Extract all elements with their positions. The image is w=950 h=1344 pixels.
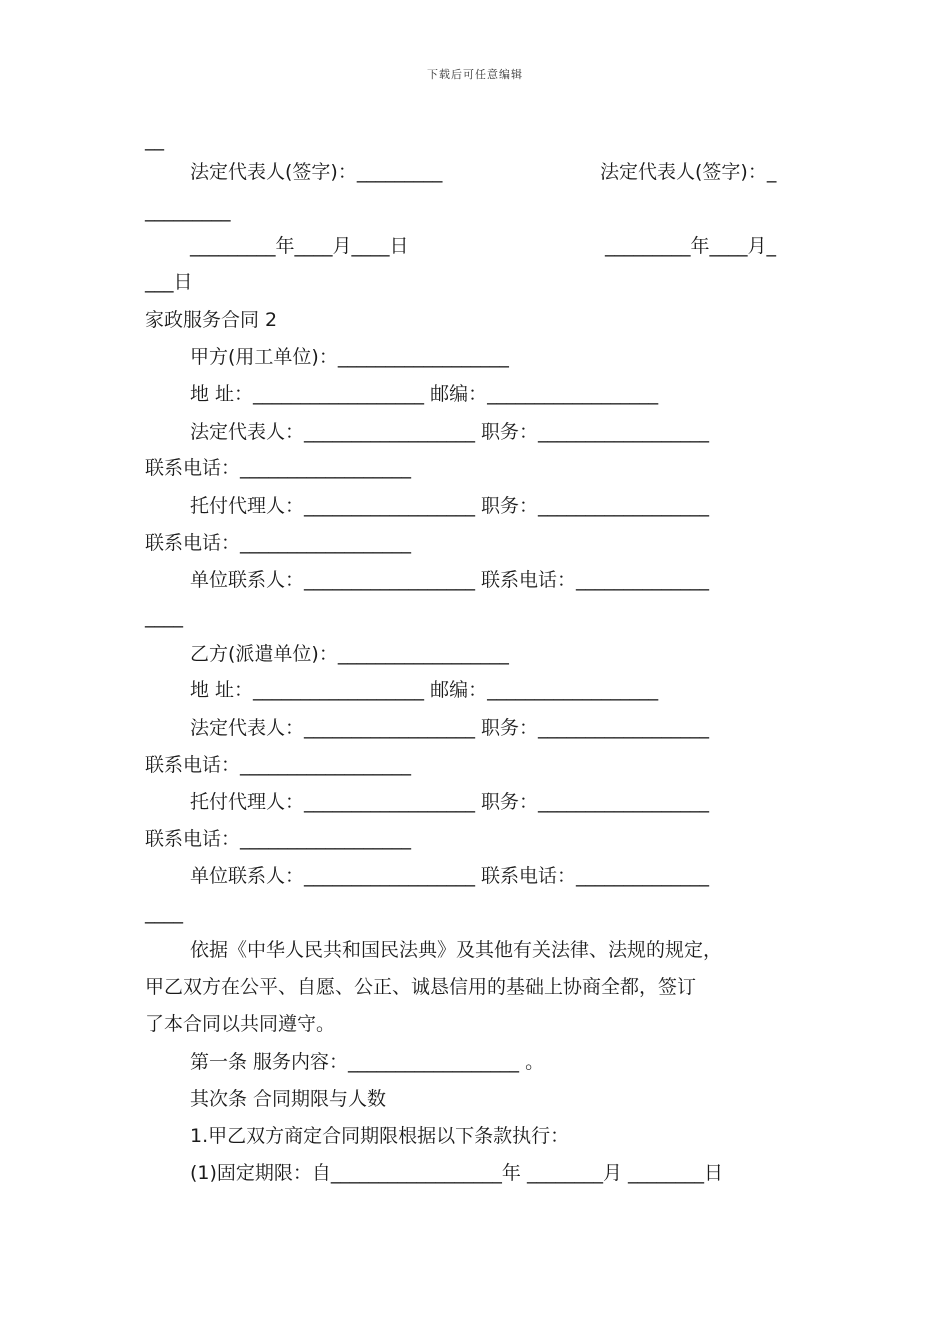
paragraph-line: 了本合同以共同遵守。	[145, 1013, 336, 1035]
signature-line-party-a: 法定代表人(签字)：_________	[190, 161, 443, 183]
text-line: 地 址：__________________ 邮编：__________________	[190, 383, 659, 405]
text-line: 联系电话：__________________	[145, 532, 412, 554]
paragraph-line: 依据《中华人民共和国民法典》及其他有关法律、法规的规定，	[190, 939, 723, 961]
text-line: 托付代理人：__________________ 职务：__________________	[190, 495, 710, 517]
text-line: 法定代表人：__________________ 职务：__________________	[190, 421, 710, 443]
text-line: 单位联系人：__________________ 联系电话：______________	[190, 569, 710, 591]
text-line: 托付代理人：__________________ 职务：__________________	[190, 791, 710, 813]
clause-line: (1)固定期限：自__________________年 ________月 ________日	[190, 1162, 723, 1184]
party-a-heading: 甲方(用工单位)：__________________	[190, 346, 509, 368]
signature-line-party-b: 法定代表人(签字)：_	[600, 161, 777, 183]
text-line: ____	[145, 606, 183, 628]
text-line: 联系电话：__________________	[145, 754, 412, 776]
text-line: __	[145, 129, 164, 151]
text-line: ____	[145, 902, 183, 924]
clause-line: 1.甲乙双方商定合同期限根据以下条款执行：	[190, 1125, 570, 1147]
text-line: ___日	[145, 271, 193, 293]
text-line: 法定代表人：__________________ 职务：__________________	[190, 717, 710, 739]
text-line: 单位联系人：__________________ 联系电话：______________	[190, 865, 710, 887]
party-b-heading: 乙方(派遣单位)：__________________	[190, 643, 509, 665]
text-line: _________	[145, 200, 231, 222]
contract-title: 家政服务合同 2	[145, 309, 278, 331]
page-header: 下载后可任意编辑	[427, 68, 523, 81]
date-line-party-b: _________年____月_	[605, 235, 777, 257]
date-line-party-a: _________年____月____日	[190, 235, 409, 257]
paragraph-line: 甲乙双方在公平、自愿、公正、诚恳信用的基础上协商全都，签订	[145, 976, 697, 998]
text-line: 联系电话：__________________	[145, 828, 412, 850]
article-line: 第一条 服务内容：__________________ 。	[190, 1051, 545, 1073]
text-line: 联系电话：__________________	[145, 457, 412, 479]
text-line: 地 址：__________________ 邮编：__________________	[190, 679, 659, 701]
article-line: 其次条 合同期限与人数	[190, 1088, 387, 1110]
